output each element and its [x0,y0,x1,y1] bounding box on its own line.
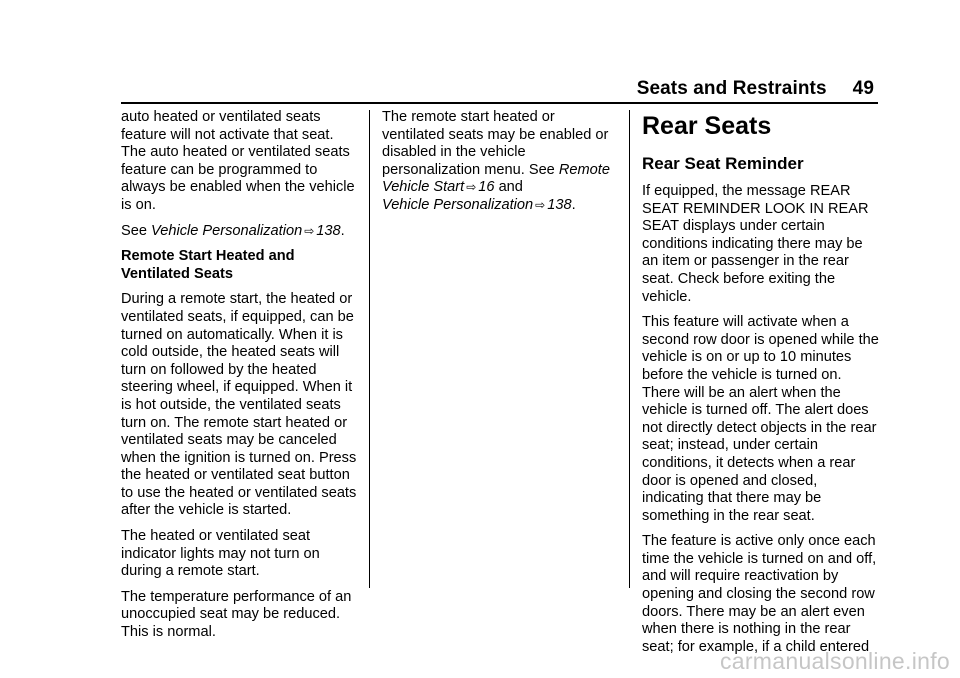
period: . [571,196,576,213]
period: . [340,222,345,239]
link-remote-vehicle-start[interactable]: Remote Vehicle Start [382,161,610,196]
section-title: Rear Seats [642,112,772,140]
link-vehicle-personalization[interactable]: Vehicle Personalization [151,222,303,239]
page-header [637,78,874,100]
column-divider [369,110,370,588]
header-rule [121,102,878,104]
and-text: and [498,179,523,196]
page-ref-arrow-icon: ⇨ [304,223,315,238]
link-page-16[interactable]: 16 [478,179,495,196]
column-1 [121,109,361,650]
column-divider [629,110,630,588]
watermark: carmanualsonline.info [719,648,950,674]
subheading: Remote Start Heated and Ventilated Seats [121,248,295,282]
paragraph-text: The remote start heated or ventilated seats may be enabled or disabled in the vehicle personalization menu. See [382,109,609,178]
paragraph [382,109,614,215]
paragraph: The feature is active only once each time the vehicle is turned on and off, and will require reactivation by opening and closing the second row doors. There may be an alert even when there is nothing in the rear seat; for example, if a child entered [642,533,877,655]
page-number: 49 [852,78,874,99]
paragraph: This feature will activate when a second row door is opened while the vehicle is on or up to 10 minutes before the vehicle is turned on. There will be an alert when the vehicle is turned off. The alert does not directly detect objects in the rear seat; instead, under certain conditions, it detects when a rear door is opened and closed, indicating that there may be something in the rear seat. [642,314,879,524]
paragraph: The temperature performance of an unoccupied seat may be reduced. This is normal. [121,588,352,641]
subsection-title: Rear Seat Reminder [642,154,804,173]
page-ref-arrow-icon: ⇨ [466,180,477,195]
paragraph: auto heated or ventilated seats feature will not activate that seat. The auto heated or ventilated seats feature can be programmed to always be enabled when the vehicle is on. [121,109,355,213]
paragraph: If equipped, the message REAR SEAT REMINDER LOOK IN REAR SEAT displays under certain conditions indicating there may be an item or passenger in the rear seat. Check before exiting the vehicle. [642,183,869,305]
link-page-138[interactable]: 138 [547,196,572,213]
page-ref-arrow-icon: ⇨ [535,197,546,212]
link-vehicle-personalization[interactable]: Vehicle Personalization [382,196,534,213]
paragraph: During a remote start, the heated or ventilated seats, if equipped, can be turned on automatically. When it is cold outside, the heated seats will turn on followed by the heated steering wheel, if equipped. When it is hot outside, the ventilated seats turn on. The remote start heated or ventilated seats may be canceled when the ignition is turned on. Press the heated or ventilated seat button to use the heated or ventilated seats after the vehicle is started. [121,291,357,519]
paragraph: The heated or ventilated seat indicator lights may not turn on during a remote start. [121,528,320,580]
link-page-138[interactable]: 138 [316,222,341,239]
section-name: Seats and Restraints [636,78,827,99]
column-3 [642,109,882,664]
paragraph-see [121,223,361,241]
see-text: See [121,222,147,239]
column-2 [382,109,614,223]
